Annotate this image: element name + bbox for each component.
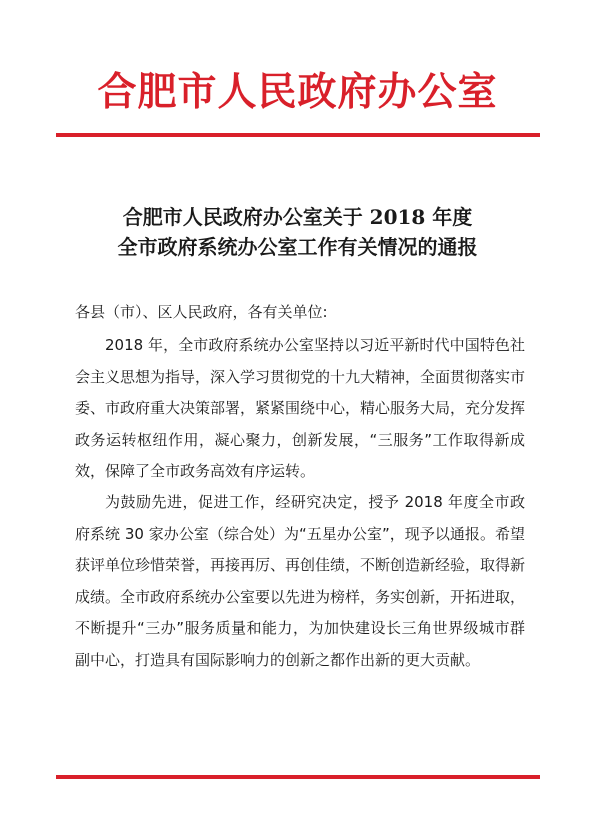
salutation: 各县（市）、区人民政府，各有关单位: [75,303,328,321]
body-paragraph-2: 为鼓励先进，促进工作，经研究决定，授予 2018 年度全市政府系统 30 家办公室（综合处）为“五星办公室”，现予以通报。希望获评单位珍惜荣誉，再接再厉、再创佳绩，不断创造新经验，取得新成绩。全市政府系统办公室要以先进为榜样，务实创新，开拓进取，不断提升“三办”服务质量和能力，为加快建设长三角世界级城市群副中心，打造具有国际影响力的创新之都作出新的更大贡献。 [75,493,526,669]
document-title-line-1: 合肥市人民政府办公室关于 2018 年度 [122,205,473,229]
body-paragraph-1: 2018 年，全市政府系统办公室坚持以习近平新时代中国特色社会主义思想为指导，深入学习贯彻党的十九大精神，全面贯彻落实市委、市政府重大决策部署，紧紧围绕中心，精心服务大局，充分发挥政务运转枢纽作用，凝心聚力，创新发展，“三服务”工作取得新成效，保障了全市政务高效有序运转。 [75,336,526,480]
letterhead-red-rule-top [56,133,540,137]
footer-red-rule [56,775,540,779]
document-title-line-2: 全市政府系统办公室工作有关情况的通报 [117,235,478,259]
letterhead-organization-title: 合肥市人民政府办公室 [97,69,498,115]
